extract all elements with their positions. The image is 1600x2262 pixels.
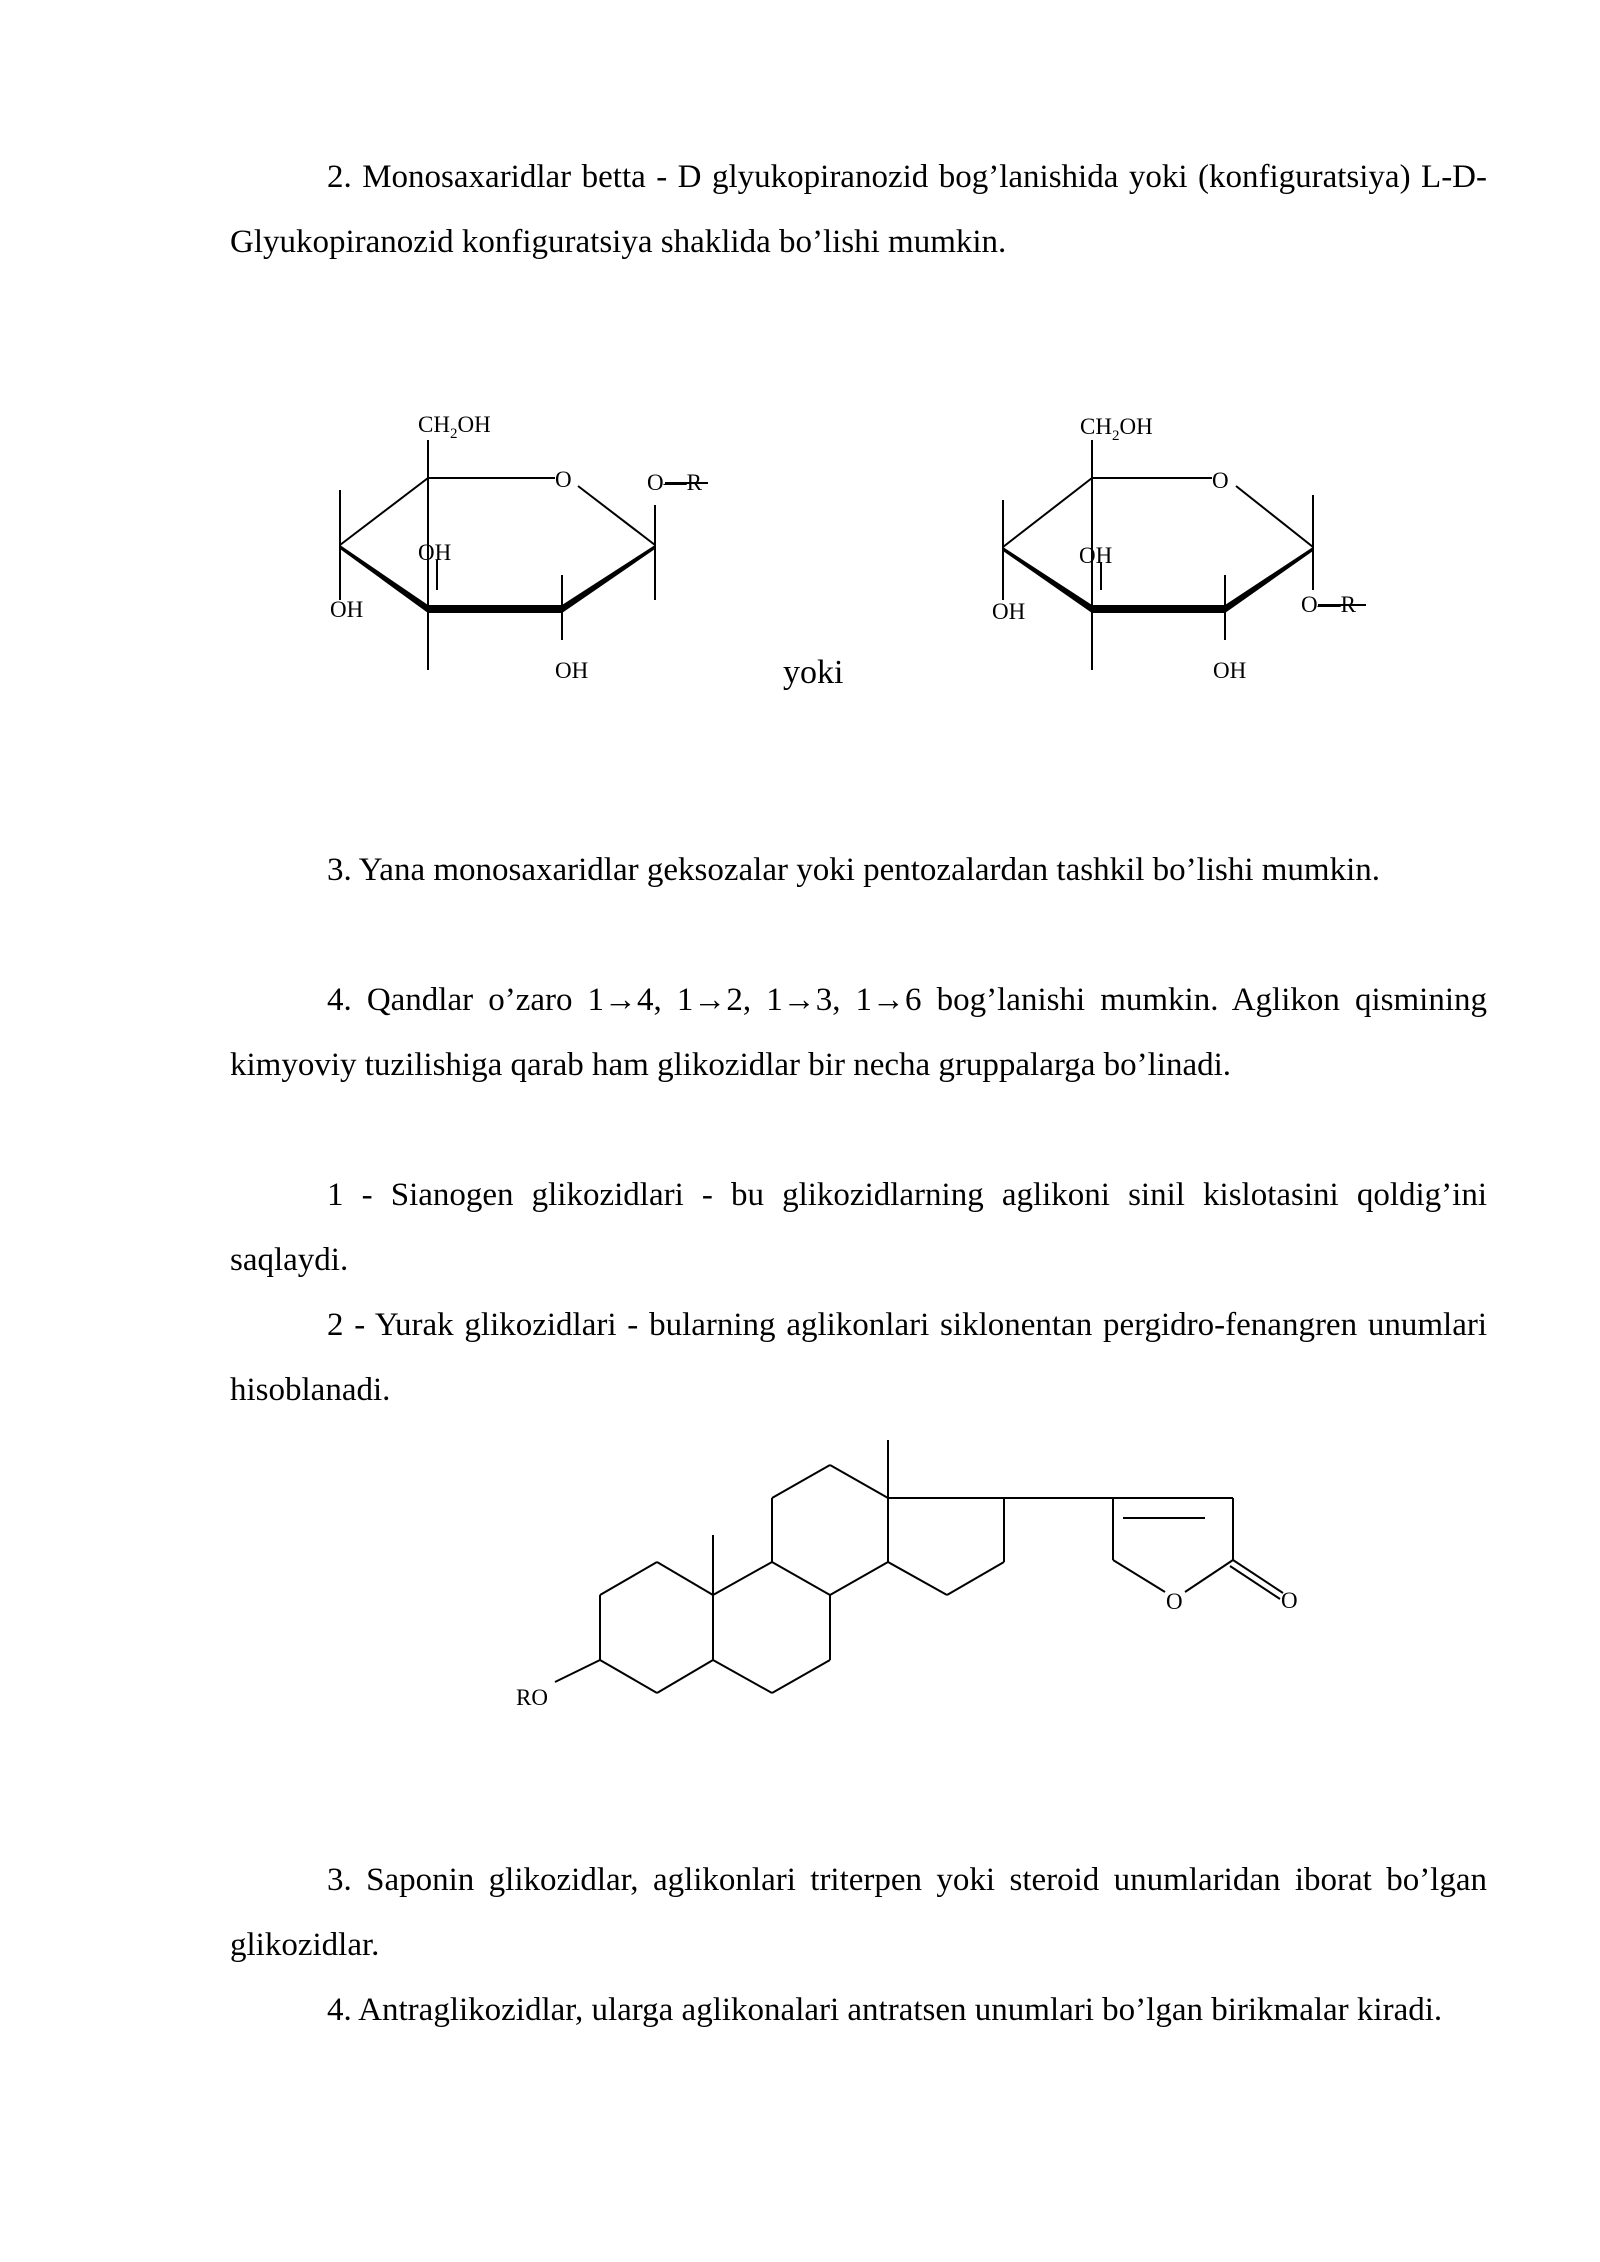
glucopyranoside-structures-figure: [0, 0, 1600, 800]
paragraph-hexoses-pentoses: 3. Yana monosaxaridlar geksozalar yoki pentozalardan tashkil bo’lishi mumkin.: [327, 852, 1381, 888]
right-oh-left: OH: [992, 599, 1026, 624]
right-ch2oh-label: $CH_2OH$: [1080, 414, 1153, 444]
paragraph-cardiac-glycosides: 2 - Yurak glikozidlari - bularning aglikonlari siklonentan pergidro-fenangren unumlari hisoblanadi.: [230, 1307, 1487, 1408]
left-oh-bottom: OH: [555, 658, 589, 683]
left-oh-inner: OH: [418, 540, 452, 565]
carbonyl-oxygen: O: [1281, 1588, 1298, 1613]
left-oh-left: OH: [330, 597, 364, 622]
paragraph-monosaccharide-configuration: 2. Monosaxaridlar betta - D glyukopiranozid bog’lanishida yoki (konfiguratsiya) L-D-Glyukopiranozid konfiguratsiya shaklida bo’lishi mumkin.: [230, 159, 1487, 260]
ro-label: RO: [516, 1685, 548, 1710]
right-oh-inner: OH: [1079, 543, 1113, 568]
paragraph-cyanogenic-glycosides: 1 - Sianogen glikozidlari - bu glikozidlarning aglikoni sinil kislotasini qoldig’ini saqlaydi.: [230, 1177, 1487, 1278]
paragraph-anthraglycosides: 4. Antraglikozidlar, ularga aglikonalari antratsen unumlari bo’lgan birikmalar kiradi.: [327, 1992, 1443, 2028]
right-ring-oxygen: O: [1212, 468, 1229, 493]
lactone-ring-oxygen: O: [1166, 1589, 1183, 1614]
paragraph-sugar-bonds: 4. Qandlar o’zaro 1→4, 1→2, 1→3, 1→6 bog’lanishi mumkin. Aglikon qismining kimyoviy tuzilishiga qarab ham glikozidlar bir necha gruppalarga bo’linadi.: [230, 982, 1487, 1083]
right-o-r-label: O—R: [1301, 592, 1356, 617]
cardiac-glycoside-structure-figure: [0, 1400, 1600, 1750]
connector-yoki: yoki: [783, 654, 844, 691]
paragraph-saponin-glycosides: 3. Saponin glikozidlar, aglikonlari triterpen yoki steroid unumlaridan iborat bo’lgan glikozidlar.: [230, 1862, 1487, 1963]
right-oh-bottom: OH: [1213, 658, 1247, 683]
left-ch2oh-label: $CH_2OH$: [418, 412, 491, 442]
left-ring-oxygen: O: [555, 467, 572, 492]
left-o-r-label: O—R: [647, 470, 702, 495]
